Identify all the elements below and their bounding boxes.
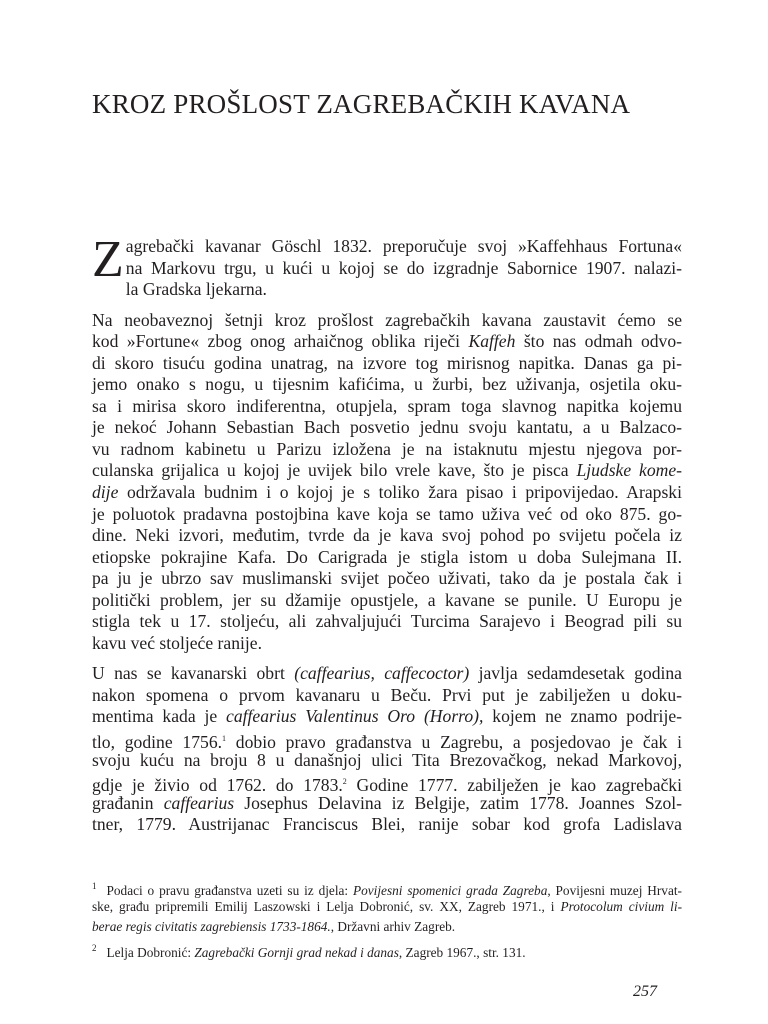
footnotes (92, 876, 682, 958)
italic-text: Ljudske kome- (576, 460, 682, 481)
text-line: mentima kada je caffearius Valentinus Oro (Horro), kojem ne znamo podrije- (92, 706, 682, 727)
text-line: dine. Neki izvori, međutim, tvrde da je kava svoj pohod po svijetu počela iz (92, 525, 682, 546)
text-line: na Markovu trgu, u kući u kojoj se do izgradnje Sabornice 1907. nalazi- (125, 257, 682, 278)
italic-text: (caffearius, caffecoctor) (294, 663, 470, 684)
chapter-title: KROZ PROŠLOST ZAGREBAČKIH KAVANA (92, 89, 631, 119)
text-line: vu radnom kabinetu u Parizu izložena je na istaknutu mjestu njegova por- (92, 438, 682, 459)
italic-text: caffearius Valentinus Oro (Horro), (226, 706, 484, 727)
footnote-line: berae regis civitatis zagrebiensis 1733-1864., Državni arhiv Zagreb. (92, 919, 456, 934)
footnote-ref: 2 (342, 777, 347, 787)
paragraph-2 (92, 310, 682, 655)
text-line: građanin caffearius Josephus Delavina iz Belgije, zatim 1778. Joannes Szol- (92, 792, 682, 813)
italic-text: berae regis civitatis zagrebiensis 1733-1864. (92, 919, 331, 934)
text-line: svoju kuću na broju 8 u današnjoj ulici Tita Brezovačkog, nekad Markovoj, (92, 749, 682, 770)
text-line: je nekoć Johann Sebastian Bach posvetio jednu svoju kantatu, a u Balzaco- (92, 417, 682, 438)
text-line: je poluotok pradavna postojbina kave koja se tamo uživa već od oko 875. go- (92, 503, 682, 524)
italic-text: Povijesni spomenici grada Zagreba (352, 883, 548, 898)
text-line: tner, 1779. Austrijanac Franciscus Blei, ranije sobar kod grofa Ladislava (92, 814, 682, 835)
italic-text: Protocolum civium li- (560, 898, 683, 914)
paragraph-3 (92, 663, 682, 835)
text-line: sa i mirisa skoro indiferentna, otupjela, spram toga slavnog napitka kojemu (92, 395, 682, 416)
text-line: la Gradska ljekarna. (125, 279, 267, 300)
text-line: dije održavala budnim i o kojoj je s toliko žara pisao i pripovijedao. Arapski (92, 482, 682, 503)
text-line: di skoro tisuću godina unatrag, na izvore tog mirisnog napitka. Danas ga pi- (92, 352, 682, 373)
italic-text: Zagrebački Gornji grad nekad i danas (194, 944, 399, 960)
footnote-1 (92, 876, 682, 938)
text-line: culanska grijalica u kojoj je uvijek bilo vrele kave, što je pisca Ljudske kome- (92, 460, 682, 481)
text-line: pa ju je ubrzo sav muslimanski svijet počeo uživati, tako da je postala čak i (92, 568, 682, 589)
text-line: tlo, godine 1756.$^1$ dobio pravo građanstva u Zagrebu, a posjedovao je čak i (92, 732, 682, 753)
footnote-line: $^1$ Podaci o pravu građanstva uzeti su iz djela: Povijesni spomenici grada Zagreba, Povijesni muzej Hrvat- (92, 881, 682, 898)
text-line: jemo onako s nogu, u tijesnim kafićima, u žurbi, bez uživanja, osjetila oku- (92, 374, 682, 395)
body-text (92, 231, 682, 845)
text-line: Na neobaveznoj šetnji kroz prošlost zagrebačkih kavana zaustavit ćemo se (92, 309, 682, 330)
text-line: U nas se kavanarski obrt (caffearius, caffecoctor) javlja sedamdesetak godina (92, 663, 682, 684)
text-line: nakon spomena o prvom kavanaru u Beču. Prvi put je zabilježen u doku- (92, 684, 682, 705)
italic-text: dije (92, 482, 119, 503)
footnote-2 (92, 938, 682, 959)
page-number: 257 (633, 983, 657, 1000)
italic-text: caffearius (163, 792, 235, 813)
text-line: kavu već stoljeće ranije. (92, 632, 262, 653)
paragraph-1 (92, 231, 682, 301)
footnote-number: 1 (92, 881, 97, 891)
footnote-line: ske, građu pripremili Emilij Laszowski i Lelja Dobronić, sv. XX, Zagreb 1971., i Protocolum civium li- (92, 898, 683, 914)
drop-cap: Z (92, 231, 124, 288)
footnote-ref: 1 (222, 734, 227, 744)
text-line: politički problem, jer su džamije opustjele, a kavane se punile. U Europu je (92, 589, 682, 610)
footnote-line: $^2$ Lelja Dobronić: Zagrebački Gornji grad nekad i danas, Zagreb 1967., str. 131. (92, 942, 526, 960)
text-line: gdje je živio od 1762. do 1783.$^2$ Godine 1777. zabilježen je kao zagrebački (92, 775, 682, 796)
text-line: stigla tek u 17. stoljeću, ali zahvaljujući Turcima Sarajevo i Beograd pili su (92, 611, 682, 632)
text-line: kod »Fortune« zbog onog arhaičnog oblika riječi Kaffeh što nas odmah odvo- (92, 331, 682, 352)
text-line: etiopske pokrajine Kafa. Do Carigrada je stigla istom u doba Sulejmana II. (92, 546, 682, 567)
text-line: agrebački kavanar Göschl 1832. preporučuje svoj »Kaffehhaus Fortuna« (125, 236, 682, 256)
italic-text: Kaffeh (468, 331, 516, 352)
footnote-number: 2 (92, 942, 97, 953)
